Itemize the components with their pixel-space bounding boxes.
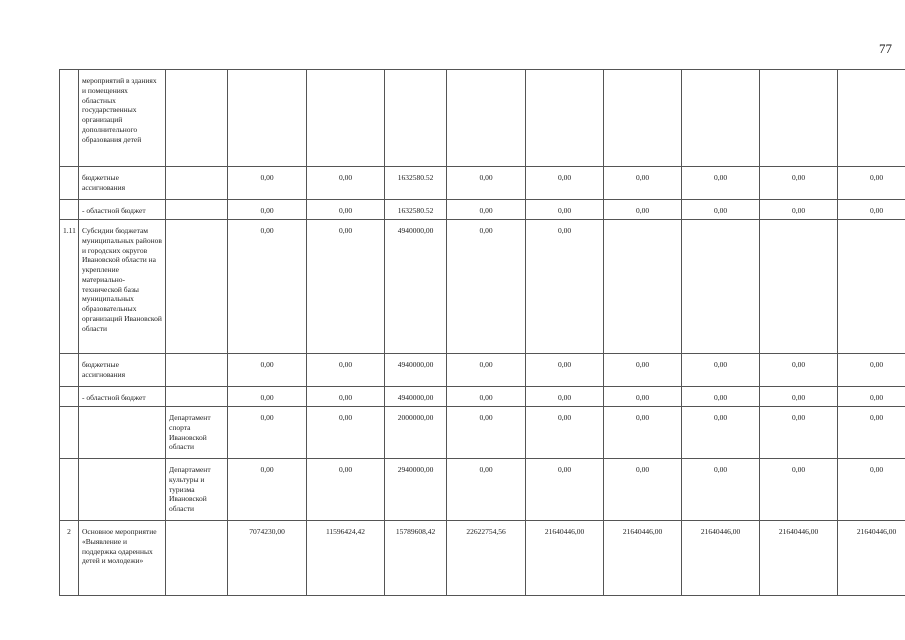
value-cell: 0,00 (526, 407, 604, 459)
value-cell: 0,00 (228, 167, 307, 200)
value-cell: 0,00 (682, 407, 760, 459)
item-name-cell: Субсидии бюджетам муниципальных районов и городских округов Ивановской области на укрепление материально-технической базы муниципальных образовательных организаций Ивановской области (79, 220, 166, 354)
value-cell: 0,00 (307, 459, 385, 521)
value-cell: 0,00 (682, 387, 760, 407)
value-cell: 7074230,00 (228, 521, 307, 596)
value-cell: 0,00 (447, 200, 526, 220)
value-cell: 0,00 (682, 167, 760, 200)
value-cell: 0,00 (228, 220, 307, 354)
value-cell: 0,00 (307, 167, 385, 200)
value-cell: 0,00 (682, 354, 760, 387)
row-number-cell (60, 200, 79, 220)
value-cell: 0,00 (760, 459, 838, 521)
value-cell: 0,00 (526, 387, 604, 407)
row-number-cell (60, 70, 79, 167)
value-cell: 0,00 (526, 354, 604, 387)
value-cell (307, 70, 385, 167)
value-cell: 0,00 (307, 220, 385, 354)
value-cell: 22622754,56 (447, 521, 526, 596)
value-cell: 1632580.52 (385, 200, 447, 220)
table-row (60, 387, 905, 407)
department-cell: Департамент спорта Ивановской области (166, 407, 228, 459)
value-cell: 0,00 (447, 459, 526, 521)
value-cell: 0,00 (228, 459, 307, 521)
department-cell: Департамент культуры и туризма Ивановской области (166, 459, 228, 521)
value-cell: 0,00 (228, 407, 307, 459)
value-cell: 0,00 (307, 387, 385, 407)
value-cell (838, 70, 905, 167)
department-cell (166, 354, 228, 387)
value-cell (760, 70, 838, 167)
table-body (60, 70, 905, 596)
table-row (60, 459, 905, 521)
value-cell: 15789608,42 (385, 521, 447, 596)
value-cell (682, 70, 760, 167)
value-cell: 21640446,00 (682, 521, 760, 596)
department-cell (166, 200, 228, 220)
row-number-cell: 2 (60, 521, 79, 596)
department-cell (166, 70, 228, 167)
value-cell: 0,00 (838, 387, 905, 407)
value-cell: 0,00 (604, 167, 682, 200)
value-cell: 0,00 (838, 167, 905, 200)
value-cell: 4940000,00 (385, 387, 447, 407)
value-cell (604, 70, 682, 167)
item-name-cell: Основное мероприятие «Выявление и поддержка одаренных детей и молодежи» (79, 521, 166, 596)
value-cell: 0,00 (838, 354, 905, 387)
value-cell (604, 220, 682, 354)
value-cell (447, 70, 526, 167)
page-number: 77 (879, 41, 892, 56)
value-cell: 21640446,00 (838, 521, 905, 596)
value-cell: 0,00 (682, 200, 760, 220)
value-cell: 0,00 (307, 354, 385, 387)
value-cell: 0,00 (228, 354, 307, 387)
value-cell: 0,00 (604, 387, 682, 407)
department-cell (166, 220, 228, 354)
value-cell: 0,00 (526, 459, 604, 521)
value-cell: 0,00 (526, 220, 604, 354)
row-number-cell (60, 459, 79, 521)
value-cell (838, 220, 905, 354)
value-cell: 2000000,00 (385, 407, 447, 459)
value-cell: 0,00 (682, 459, 760, 521)
value-cell: 0,00 (604, 407, 682, 459)
value-cell: 0,00 (760, 407, 838, 459)
value-cell: 0,00 (307, 200, 385, 220)
table-row (60, 521, 905, 596)
value-cell: 0,00 (760, 200, 838, 220)
value-cell: 0,00 (604, 354, 682, 387)
value-cell: 0,00 (838, 407, 905, 459)
item-name-cell: мероприятий в зданиях и помещениях областных государственных организаций дополнительного образования детей (79, 70, 166, 167)
value-cell: 0,00 (604, 200, 682, 220)
item-name-cell (79, 407, 166, 459)
row-number-cell (60, 407, 79, 459)
row-number-cell: 1.11 (60, 220, 79, 354)
value-cell: 0,00 (760, 167, 838, 200)
value-cell: 0,00 (526, 167, 604, 200)
value-cell (682, 220, 760, 354)
item-name-cell (79, 459, 166, 521)
value-cell: 4940000,00 (385, 220, 447, 354)
item-name-cell: бюджетные ассигнования (79, 354, 166, 387)
value-cell (760, 220, 838, 354)
value-cell: 0,00 (447, 407, 526, 459)
row-number-cell (60, 167, 79, 200)
table-row (60, 407, 905, 459)
value-cell: 0,00 (526, 200, 604, 220)
value-cell: 21640446,00 (526, 521, 604, 596)
value-cell: 21640446,00 (604, 521, 682, 596)
value-cell: 0,00 (447, 220, 526, 354)
value-cell (526, 70, 604, 167)
value-cell: 0,00 (228, 387, 307, 407)
value-cell: 0,00 (228, 200, 307, 220)
department-cell (166, 521, 228, 596)
item-name-cell: бюджетные ассигнования (79, 167, 166, 200)
value-cell: 0,00 (604, 459, 682, 521)
value-cell (228, 70, 307, 167)
value-cell: 11596424,42 (307, 521, 385, 596)
value-cell: 0,00 (838, 459, 905, 521)
value-cell: 0,00 (760, 354, 838, 387)
value-cell: 4940000,00 (385, 354, 447, 387)
value-cell (385, 70, 447, 167)
table-row (60, 167, 905, 200)
row-number-cell (60, 387, 79, 407)
department-cell (166, 387, 228, 407)
value-cell: 0,00 (447, 354, 526, 387)
value-cell: 0,00 (760, 387, 838, 407)
table-row (60, 354, 905, 387)
value-cell: 0,00 (447, 167, 526, 200)
department-cell (166, 167, 228, 200)
value-cell: 1632580.52 (385, 167, 447, 200)
value-cell: 2940000,00 (385, 459, 447, 521)
table-row (60, 200, 905, 220)
budget-table (59, 69, 905, 596)
table-row (60, 70, 905, 167)
value-cell: 0,00 (447, 387, 526, 407)
table-row (60, 220, 905, 354)
item-name-cell: - областной бюджет (79, 200, 166, 220)
value-cell: 21640446,00 (760, 521, 838, 596)
row-number-cell (60, 354, 79, 387)
value-cell: 0,00 (838, 200, 905, 220)
item-name-cell: - областной бюджет (79, 387, 166, 407)
value-cell: 0,00 (307, 407, 385, 459)
